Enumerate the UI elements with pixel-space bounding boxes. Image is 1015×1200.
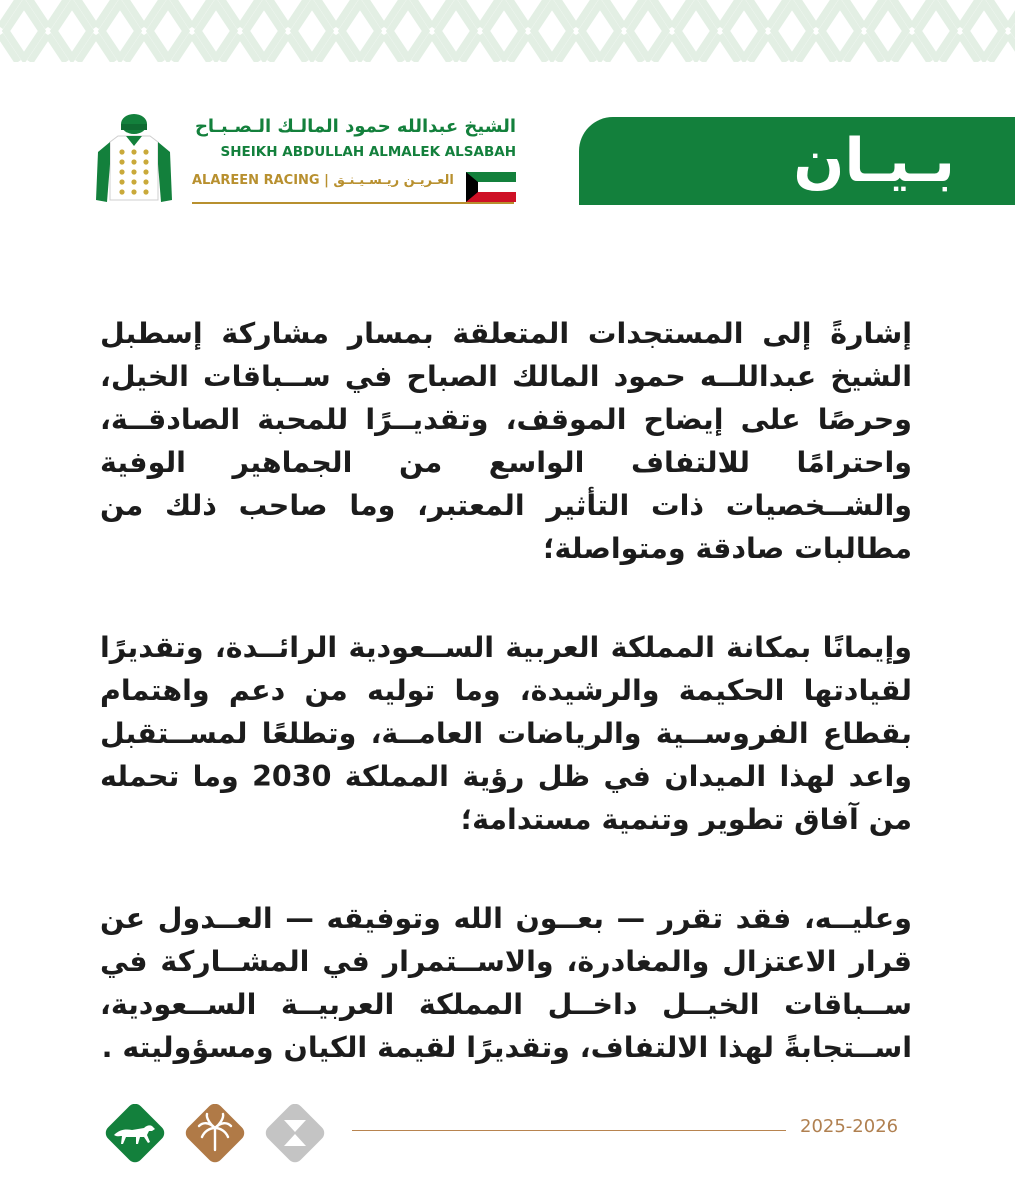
footer-icons [100,1104,330,1176]
owner-name-arabic: الشيخ عبدالله حمود المالـك الـصـبـاح [194,116,516,137]
kuwait-flag-icon [466,172,516,202]
jockey-silks-icon [94,112,174,206]
statement-body [100,312,912,1125]
gold-divider [192,202,514,204]
horse-icon [102,1104,167,1166]
year-label: 2025-2026 [800,1116,899,1137]
title-banner [579,117,1015,205]
paragraph: وإيمانًا بمكانة المملكة العربية الســعودية الرائــدة، وتقديرًا لقيادتها الحكيمة والرشيدة، وما توليه من دعم واهتمام بقطاع الفروســية والرياضات العامــة، وتطلعًا لمســتقبل واعد لهذا الميدان في ظل رؤية المملكة 2030 وما تحمله من آفاق تطوير وتنمية مستدامة؛ [100,631,912,836]
brand-block [94,112,524,212]
racing-row [192,166,516,206]
decorative-pattern [0,0,1015,62]
footer-divider [352,1130,786,1131]
paragraph: إشارةً إلى المستجدات المتعلقة بمسار مشاركة إسطبل الشيخ عبداللــه حمود المالك الصباح في ســباقات الخيل، وحرصًا على إيضاح الموقف، وتقديــرًا للمحبة الصادقــة، واحترامًا للالتفاف الواسع من الجماهير الوفية والشــخصيات ذات التأثير المعتبر، وما صاحب ذلك من مطالبات صادقة ومتواصلة؛ [100,317,912,565]
racing-label: ALAREEN RACING | العـريـن ريـسـيـنـق [192,173,454,188]
hourglass-icon [262,1104,327,1166]
palm-tree-icon [182,1104,247,1166]
owner-name-english: SHEIKH ABDULLAH ALMALEK ALSABAH [220,144,516,160]
brand-text [192,112,516,206]
paragraph: وعليــه، فقد تقرر — بعــون الله وتوفيقه — العــدول عن قرار الاعتزال والمغادرة، والاســتمرار في المشــاركة في ســباقات الخيــل داخــل المملكة العربيــة الســعودية، اســتجابةً لهذا الالتفاف، وتقديرًا لقيمة الكيان ومسؤوليته . [100,902,912,1064]
banner-title: بـيـان [793,126,955,196]
